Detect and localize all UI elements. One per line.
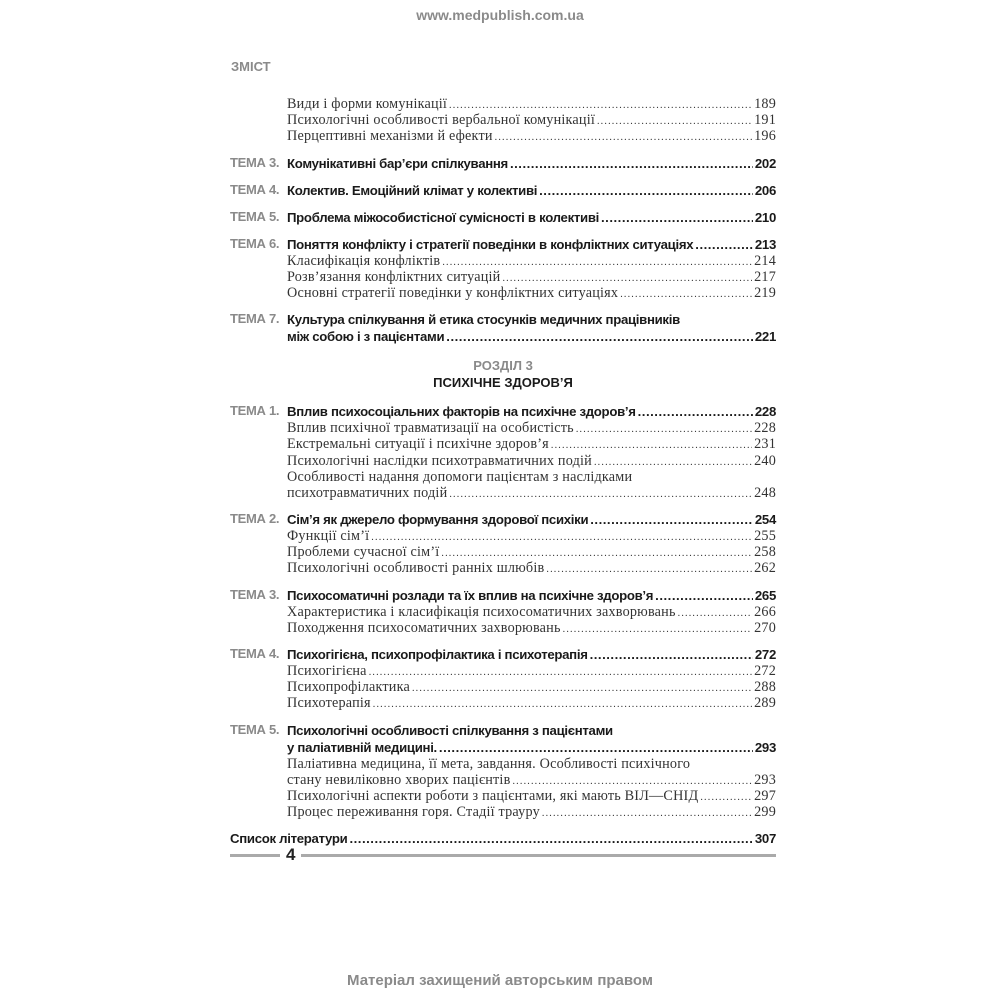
entry-page-number: 217 [754,268,776,285]
toc-group [230,311,776,345]
toc-group [230,511,776,577]
entry-title: Екстремальні ситуації і психічне здоров’я [287,436,549,453]
entry-title: Паліативна медицина, її мета, завдання. Особливості психічного [287,755,691,772]
toc-entry[interactable] [230,511,776,528]
entry-page-number: 202 [754,155,776,171]
dot-leader [510,155,753,172]
toc-entry[interactable] [230,663,776,679]
toc-entry[interactable] [230,155,776,172]
dot-leader [446,328,753,345]
footer-rule-left [230,854,280,857]
entry-title: Проблема міжособистісної сумісності в колективі [287,209,600,225]
entry-title: Види і форми комунікації [287,96,448,112]
entry-page-number: 262 [754,560,776,577]
toc-entry[interactable] [230,112,776,128]
dot-leader [551,436,752,452]
dot-leader [678,604,752,620]
dot-leader [594,453,752,469]
dot-leader [369,663,752,679]
entry-page-number: 221 [754,329,776,345]
entry-title: Вплив психосоціальних факторів на психічне здоров’я [287,404,636,420]
site-url: www.medpublish.com.ua [416,7,584,23]
entry-page-number: 270 [754,619,776,636]
entry-page-number: 272 [754,663,776,679]
toc-entry[interactable] [230,679,776,695]
toc-entry[interactable] [230,788,776,804]
entry-title: Список літератури [230,831,348,847]
entry-title: Психопрофілактика [287,679,410,696]
topic-label: ТЕМА 5. [230,721,280,737]
topic-label: ТЕМА 1. [230,403,280,419]
entry-title: Вплив психічної травматизації на особистість [287,420,574,437]
copyright-notice: Матеріал захищений авторським правом [347,972,653,989]
toc-entry[interactable] [230,604,776,620]
entry-page-number: 289 [754,695,776,712]
entry-page-number: 196 [754,128,776,145]
page-number: 4 [286,845,296,864]
entry-page-number: 307 [754,831,776,847]
dot-leader [373,695,752,711]
entry-title: Особливості надання допомоги пацієнтам з наслідками [287,468,633,485]
dot-leader [371,528,752,544]
entry-page-number: 214 [754,252,776,269]
entry-title: Поняття конфлікту і стратегії поведінки в конфліктних ситуаціях [287,236,694,252]
topic-label: ТЕМА 2. [230,511,280,527]
topic-label: ТЕМА 7. [230,311,280,327]
entry-title: Основні стратегії поведінки у конфліктних ситуаціях [287,284,619,301]
entry-title: Психологічні аспекти роботи з пацієнтами, які мають ВІЛ—СНІД [287,787,699,804]
toc-group [230,646,776,712]
dot-leader [590,511,753,528]
entry-page-number: 255 [754,528,776,545]
entry-title: у паліативній медицині. [287,739,437,755]
toc-entry[interactable] [230,311,776,328]
entry-page-number: 299 [754,804,776,821]
toc-group [230,209,776,226]
entry-title: Колектив. Емоційний клімат у колективі [287,182,538,198]
toc-entry[interactable] [230,722,776,739]
dot-leader [546,560,752,576]
dot-leader [442,253,752,269]
toc-entry[interactable] [230,804,776,820]
toc-part-after [230,403,776,847]
entry-page-number: 272 [754,647,776,662]
topic-label: ТЕМА 3. [230,586,280,602]
toc-entry[interactable] [230,485,776,501]
entry-page-number: 228 [754,404,776,420]
toc-group [230,587,776,636]
entry-page-number: 210 [754,209,776,225]
dot-leader [576,420,752,436]
entry-title: Процес переживання горя. Стадії трауру [287,804,540,821]
entry-page-number: 189 [754,96,776,112]
toc-group [230,236,776,302]
entry-page-number: 231 [754,436,776,453]
toc-group [230,182,776,199]
section-number: РОЗДІЛ 3 [473,358,533,374]
toc-part-before [230,96,776,345]
toc-group [230,722,776,821]
dot-leader [412,679,752,695]
dot-leader [502,269,752,285]
entry-title: між собою і з пацієнтами [287,329,445,345]
section-title: ПСИХІЧНЕ ЗДОРОВ’Я [433,375,573,391]
entry-title: Психогігієна, психопрофілактика і психотерапія [287,647,588,662]
entry-title: Психологічні особливості спілкування з пацієнтами [287,722,613,738]
entry-page-number: 240 [754,452,776,469]
entry-title: Психологічні особливості ранніх шлюбів [287,560,545,577]
entry-page-number: 191 [754,112,776,129]
dot-leader [439,739,753,756]
entry-page-number: 293 [754,739,776,755]
entry-title: Психологічні особливості вербальної комунікації [287,112,595,129]
topic-label: ТЕМА 4. [230,646,280,661]
entry-page-number: 254 [754,512,776,528]
dot-leader [512,772,752,788]
toc-entry[interactable] [230,756,776,772]
entry-title: Психологічні наслідки психотравматичних подій [287,452,592,469]
toc-entry[interactable] [230,453,776,469]
dot-leader [601,209,753,226]
dot-leader [655,587,753,604]
dot-leader [495,128,752,144]
toc-entry[interactable] [230,96,776,112]
entry-page-number: 293 [754,771,776,788]
entry-page-number: 206 [754,182,776,198]
topic-label: ТЕМА 5. [230,208,280,224]
toc-entry[interactable] [230,544,776,560]
entry-title: Характеристика і класифікація психосоматичних захворювань [287,603,676,620]
entry-title: Проблеми сучасної сім’ї [287,544,440,561]
entry-title: психотравматичних подій [287,484,448,501]
dot-leader [590,646,753,663]
dot-leader [449,485,752,501]
dot-leader [597,112,752,128]
toc-entry[interactable] [230,420,776,436]
table-of-contents [230,96,776,847]
entry-page-number: 228 [754,420,776,437]
entry-page-number: 266 [754,603,776,620]
toc-group [230,155,776,172]
toc-entry[interactable] [230,528,776,544]
entry-page-number: 213 [754,236,776,252]
entry-title: Перцептивні механізми й ефекти [287,128,493,145]
toc-entry[interactable] [230,209,776,226]
toc-entry[interactable] [230,285,776,301]
dot-leader [620,285,752,301]
toc-entry[interactable] [230,403,776,420]
entry-title: Комунікативні бар’єри спілкування [287,155,508,171]
dot-leader [695,236,753,253]
toc-entry[interactable] [230,269,776,285]
entry-title: Психосоматичні розлади та їх вплив на психічне здоров’я [287,587,654,603]
toc-entry[interactable] [230,128,776,144]
entry-page-number: 297 [754,787,776,804]
toc-entry[interactable] [230,560,776,576]
toc-entry[interactable] [230,328,776,345]
dot-leader [539,182,753,199]
dot-leader [441,544,752,560]
entry-page-number: 265 [754,587,776,603]
toc-entry[interactable] [230,620,776,636]
entry-page-number: 248 [754,484,776,501]
toc-entry[interactable] [230,695,776,711]
entry-title: Походження психосоматичних захворювань [287,619,561,636]
page-footer [230,845,776,865]
section-heading [230,357,776,391]
toc-entry[interactable] [230,253,776,269]
dot-leader [449,96,752,112]
toc-entry[interactable] [230,436,776,452]
toc-group [230,96,776,145]
entry-page-number: 288 [754,679,776,696]
entry-title: стану невиліковно хворих пацієнтів [287,771,511,788]
entry-title: Класифікація конфліктів [287,252,441,269]
toc-entry[interactable] [230,587,776,604]
toc-entry[interactable] [230,182,776,199]
dot-leader [700,788,752,804]
footer-rule-right [301,854,776,857]
topic-label: ТЕМА 3. [230,154,280,170]
toc-group [230,403,776,501]
dot-leader [638,403,753,420]
entry-title: Культура спілкування й етика стосунків медичних працівників [287,312,680,328]
entry-title: Сім’я як джерело формування здорової психіки [287,512,589,528]
toc-entry[interactable] [230,469,776,485]
topic-label: ТЕМА 4. [230,181,280,197]
entry-page-number: 219 [754,284,776,301]
toc-entry[interactable] [230,739,776,756]
toc-entry[interactable] [230,646,776,663]
toc-entry[interactable] [230,236,776,253]
entry-title: Психотерапія [287,695,371,712]
topic-label: ТЕМА 6. [230,235,280,251]
dot-leader [542,804,752,820]
running-header: ЗМІСТ [231,59,271,74]
entry-title: Психогігієна [287,663,367,679]
entry-title: Функції сім’ї [287,528,370,545]
entry-title: Розв’язання конфліктних ситуацій [287,268,501,285]
dot-leader [563,620,752,636]
toc-entry[interactable] [230,772,776,788]
entry-page-number: 258 [754,544,776,561]
